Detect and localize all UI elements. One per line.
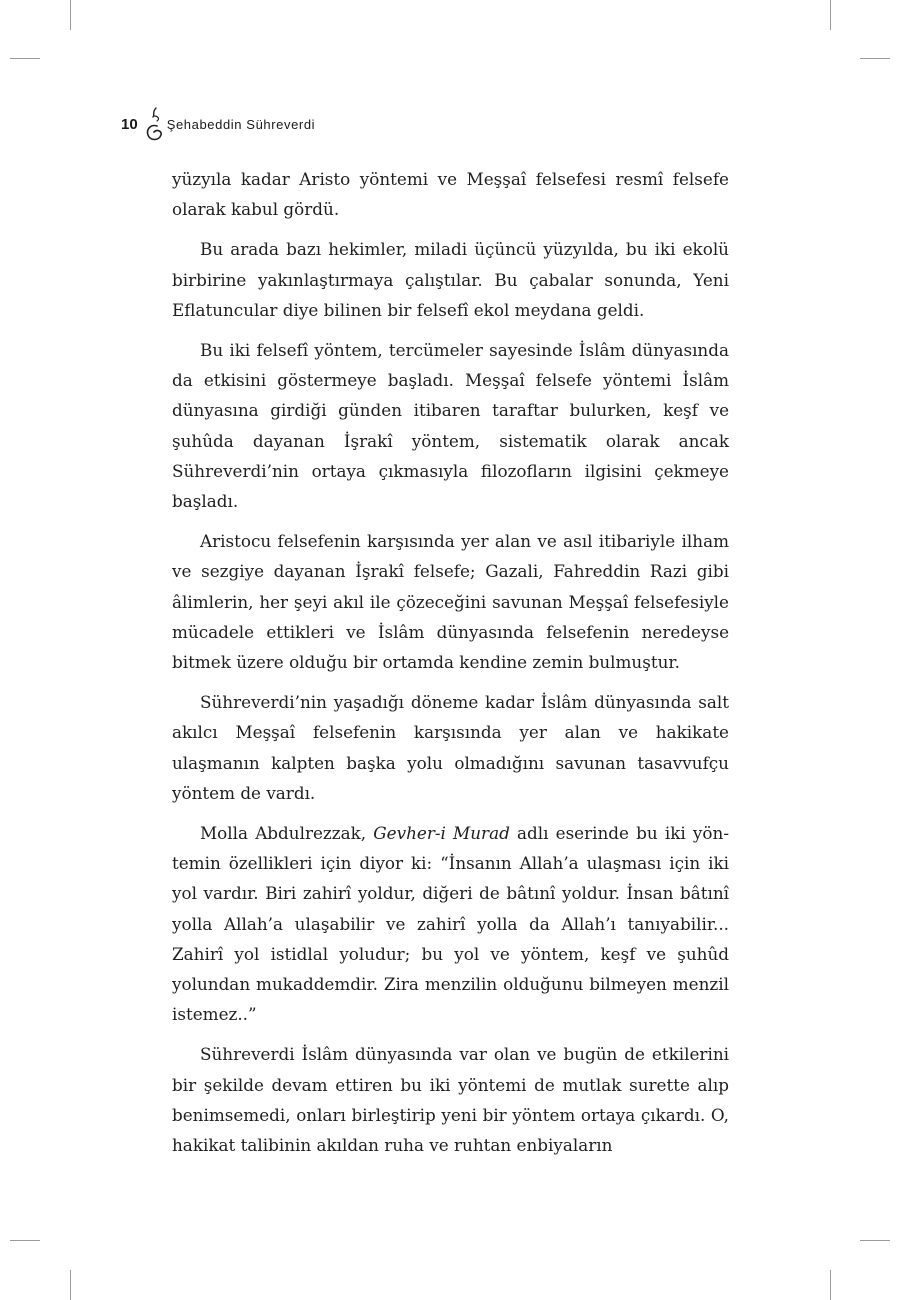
paragraph: Bu iki felsefî yöntem, tercümeler sayesinde İslâm dünyasında da etkisini göstermeye başladı. Meşşaî felsefe yöntemi İslâm dünyasına girdiği günden itibaren taraftar bulurken, keşf ve şuhûda dayanan İşrakî yöntem, sistematik olarak ancak Sühreverdi’nin ortaya çıkmasıyla filozofların ilgisini çekmeye başladı. [172, 340, 729, 512]
paragraph: Bu arada bazı hekimler, miladi üçüncü yüzyılda, bu iki ekolü birbirine yakınlaştırmaya çalıştılar. Bu çabalar sonunda, Yeni Eflatuncular diye bilinen bir felsefî ekol meydana geldi. [172, 239, 729, 320]
paragraph: Aristocu felsefenin karşısında yer alan ve asıl itibariyle ilham ve sezgiye dayanan İşrakî felsefe; Gazali, Fahreddin Razi gibi âlimlerin, her şeyi akıl ile çözeceğini savunan Meşşaî felsefesiyle mücadele ettikleri ve İslâm dünyasında felsefenin neredeyse bitmek üzere olduğu bir ortamda kendine zemin bulmuştur. [172, 531, 729, 673]
book-title: Gevher-i Murad [373, 823, 510, 844]
running-head [121, 104, 315, 144]
paragraph: Sühreverdi İslâm dünyasında var olan ve bugün de etkilerini bir şekilde devam ettiren bu iki yöntemi de mutlak surette alıp benimsemedi, onları birleştirip yeni bir yöntem ortaya çıkardı. O, hakikat talibinin akıldan ruha ve ruhtan enbiyaların [172, 1044, 729, 1156]
crop-mark [10, 1240, 40, 1241]
paragraph-molla-abdulrezzak [172, 818, 729, 1029]
page-number: 10 [121, 115, 138, 133]
running-title: Şehabeddin Sühreverdi [166, 116, 316, 132]
paragraph: Sühreverdi’nin yaşadığı döneme kadar İslâm dünyasında salt akılcı Meşşaî felsefenin karşısında yer alan ve hakikate ulaşmanın kalpten başka yolu olmadığını savunan tasavvufçu yöntem de vardı. [172, 692, 729, 803]
crop-mark [860, 1240, 890, 1241]
body-text [172, 164, 729, 1170]
crop-mark [70, 0, 71, 30]
crop-mark [10, 58, 40, 59]
crop-mark [830, 0, 831, 30]
crop-mark [860, 58, 890, 59]
calligraphy-ornament-icon [142, 104, 164, 144]
paragraph-rest: adlı eserinde bu iki yöntemin özellikleri için diyor ki: “İnsanın Allah’a ulaşması için iki yol vardır. Biri zahirî yoldur, diğeri de bâtınî yoldur. İnsan bâtınî yolla Allah’a ulaşabilir ve zahirî yolla da Allah’ı tanıyabilir... Zahirî yol istidlal yoludur; bu yol ve yöntem, keşf ve şuhûd yolundan mukaddemdir. Zira menzilin olduğunu bilmeyen menzil istemez..” [172, 823, 729, 1025]
paragraph: yüzyıla kadar Aristo yöntemi ve Meşşaî felsefesi resmî felsefe olarak kabul gördü. [172, 169, 729, 220]
paragraph-lead: Molla Abdulrezzak, [200, 823, 374, 844]
crop-mark [70, 1270, 71, 1300]
crop-mark [830, 1270, 831, 1300]
